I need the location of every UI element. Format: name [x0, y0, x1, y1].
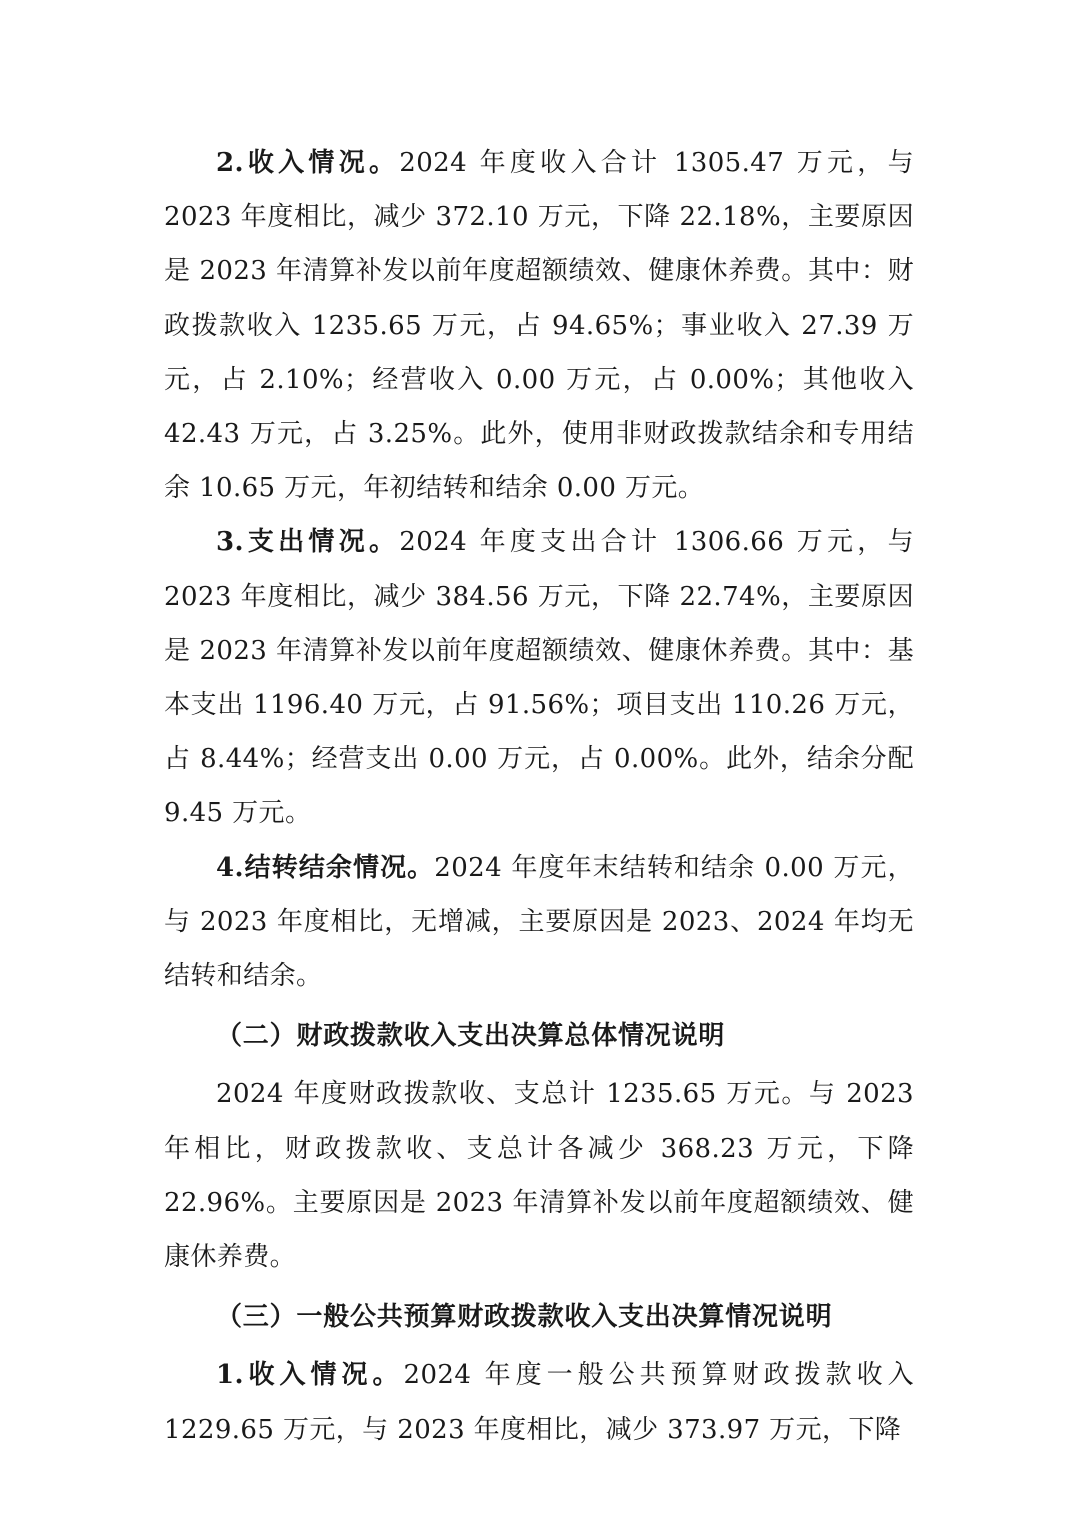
- income-lead: 2.收入情况。: [216, 148, 400, 178]
- carryover-paragraph: [164, 841, 914, 1004]
- expense-lead: 3.支出情况。: [216, 527, 400, 558]
- document-page: [164, 136, 914, 1457]
- section3-income-paragraph: [164, 1348, 914, 1456]
- expense-paragraph: [164, 515, 914, 840]
- carryover-lead: 4.结转结余情况。: [216, 852, 435, 883]
- section3-income-body: 2024 年度一般公共预算财政拨款收入 1229.65 万元，与 2023 年度相比，减少 373.97 万元，下降: [164, 1360, 914, 1445]
- section3-heading: （三）一般公共预算财政拨款收入支出决算情况说明: [216, 1302, 833, 1333]
- expense-body: 2024 年度支出合计 1306.66 万元，与 2023 年度相比，减少 384.56 万元，下降 22.74%，主要原因是 2023 年清算补发以前年度超额绩效、健康休养费。其中：基本支出 1196.40 万元，占 91.56%；项目支出 110.26 万元，占 8.44%；经营支出 0.00 万元，占 0.00%。此外，结余分配 9.45 万元。: [164, 527, 914, 829]
- section2-heading: （二）财政拨款收入支出决算总体情况说明: [216, 1021, 726, 1052]
- section2-paragraph: 2024 年度财政拨款收、支总计 1235.65 万元。与 2023 年相比，财政拨款收、支总计各减少 368.23 万元，下降 22.96%。主要原因是 2023 年清算补发以前年度超额绩效、健康休养费。: [164, 1079, 914, 1273]
- income-body: 2024 年度收入合计 1305.47 万元，与 2023 年度相比，减少 372.10 万元，下降 22.18%，主要原因是 2023 年清算补发以前年度超额绩效、健康休养费。其中：财政拨款收入 1235.65 万元，占 94.65%；事业收入 27.39 万元，占 2.10%；经营收入 0.00 万元，占 0.00%；其他收入 42.43 万元，占 3.25%。此外，使用非财政拨款结余和专用结余 10.65 万元，年初结转和结余 0.00 万元。: [164, 148, 914, 504]
- income-paragraph: [164, 136, 914, 515]
- section3-income-lead: 1.收入情况。: [216, 1360, 404, 1391]
- carryover-body: 2024 年度年末结转和结余 0.00 万元，与 2023 年度相比，无增减，主要原因是 2023、2024 年均无结转和结余。: [164, 852, 914, 992]
